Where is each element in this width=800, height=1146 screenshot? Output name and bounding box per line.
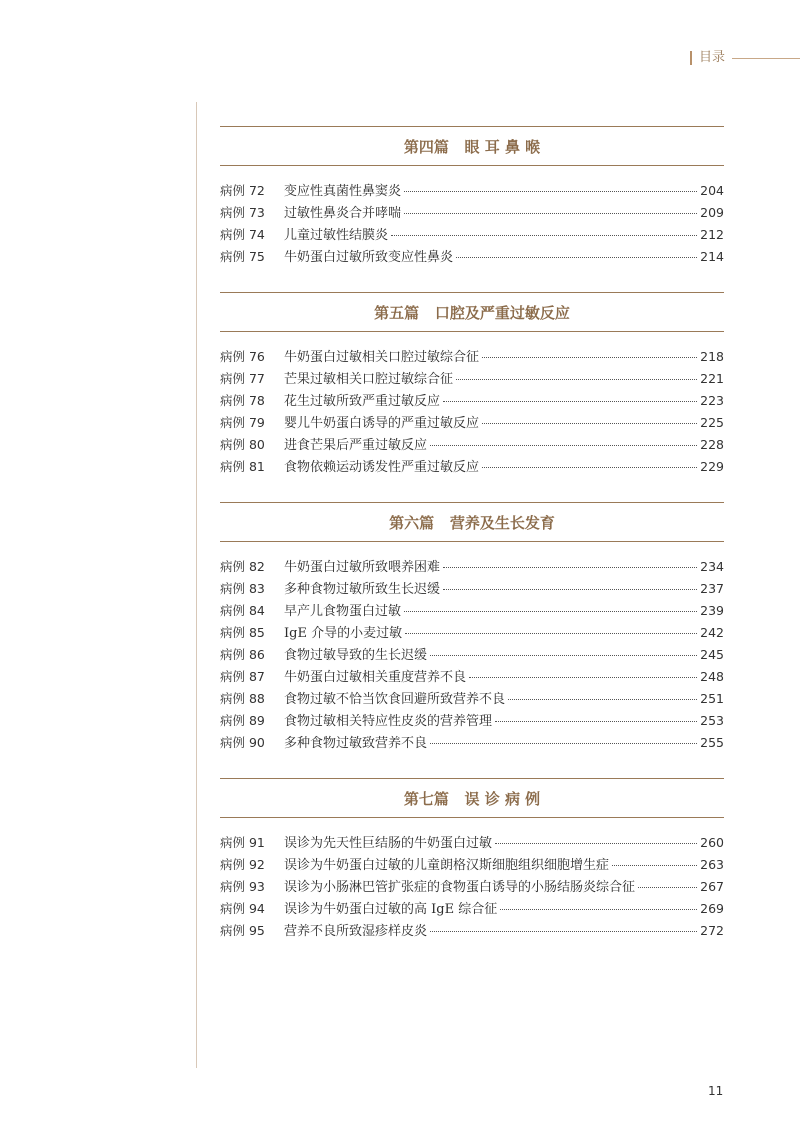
case-number: 病例 72	[220, 183, 265, 198]
case-number: 病例 93	[220, 879, 265, 894]
dot-leader	[405, 633, 697, 634]
toc-entry[interactable]	[220, 246, 724, 268]
case-title: 营养不良所致湿疹样皮炎	[284, 924, 428, 939]
toc-entry[interactable]	[220, 412, 724, 434]
page-ref: 253	[700, 713, 724, 728]
toc-entry[interactable]	[220, 556, 724, 578]
toc-entry[interactable]	[220, 600, 724, 622]
case-title: 误诊为牛奶蛋白过敏的高 IgE 综合征	[284, 902, 498, 917]
toc-entry[interactable]	[220, 456, 724, 478]
case-title: 食物过敏不恰当饮食回避所致营养不良	[284, 692, 506, 707]
page-ref: 221	[700, 371, 724, 386]
dot-leader	[495, 721, 697, 722]
toc-section	[220, 778, 724, 942]
toc-entry[interactable]	[220, 666, 724, 688]
toc-entry[interactable]	[220, 390, 724, 412]
toc-entry[interactable]	[220, 434, 724, 456]
dot-leader	[430, 655, 697, 656]
case-title: 多种食物过敏所致生长迟缓	[284, 582, 441, 597]
case-number: 病例 95	[220, 923, 265, 938]
case-title: 儿童过敏性结膜炎	[284, 228, 389, 243]
dot-leader	[404, 213, 697, 214]
case-title: 误诊为先天性巨结肠的牛奶蛋白过敏	[284, 836, 493, 851]
dot-leader	[482, 467, 697, 468]
page-ref: 245	[700, 647, 724, 662]
page-ref: 228	[700, 437, 724, 452]
page-ref: 223	[700, 393, 724, 408]
case-number: 病例 77	[220, 371, 265, 386]
toc-entry[interactable]	[220, 876, 724, 898]
case-number: 病例 78	[220, 393, 265, 408]
dot-leader	[391, 235, 697, 236]
case-number: 病例 86	[220, 647, 265, 662]
case-title: 芒果过敏相关口腔过敏综合征	[284, 372, 454, 387]
section-title: 第四篇 眼 耳 鼻 喉	[403, 137, 541, 156]
case-title: 过敏性鼻炎合并哮喘	[284, 206, 402, 221]
case-number: 病例 74	[220, 227, 265, 242]
toc-section	[220, 292, 724, 478]
running-header	[690, 50, 800, 66]
dot-leader	[482, 423, 697, 424]
toc-section	[220, 502, 724, 754]
dot-leader	[638, 887, 697, 888]
header-bar	[690, 51, 692, 65]
case-number: 病例 80	[220, 437, 265, 452]
section-title: 第五篇 口腔及严重过敏反应	[374, 303, 570, 322]
dot-leader	[430, 931, 697, 932]
case-number: 病例 85	[220, 625, 265, 640]
page-ref: 212	[700, 227, 724, 242]
case-number: 病例 76	[220, 349, 265, 364]
toc-entry[interactable]	[220, 622, 724, 644]
case-title: 牛奶蛋白过敏所致喂养困难	[284, 560, 441, 575]
case-number: 病例 79	[220, 415, 265, 430]
case-title: 花生过敏所致严重过敏反应	[284, 394, 441, 409]
case-number: 病例 87	[220, 669, 265, 684]
toc-entry[interactable]	[220, 688, 724, 710]
page-ref: 267	[700, 879, 724, 894]
case-title: 误诊为小肠淋巴管扩张症的食物蛋白诱导的小肠结肠炎综合征	[284, 880, 636, 895]
section-entries	[220, 556, 724, 754]
section-entries	[220, 832, 724, 942]
case-number: 病例 89	[220, 713, 265, 728]
case-number: 病例 92	[220, 857, 265, 872]
page-ref: 237	[700, 581, 724, 596]
page-ref: 209	[700, 205, 724, 220]
dot-leader	[500, 909, 697, 910]
toc-entry[interactable]	[220, 368, 724, 390]
case-title: 变应性真菌性鼻窦炎	[284, 184, 402, 199]
section-entries	[220, 346, 724, 478]
case-title: 牛奶蛋白过敏所致变应性鼻炎	[284, 250, 454, 265]
page-ref: 263	[700, 857, 724, 872]
toc-entry[interactable]	[220, 224, 724, 246]
case-number: 病例 90	[220, 735, 265, 750]
case-number: 病例 81	[220, 459, 265, 474]
dot-leader	[495, 843, 697, 844]
case-title: 早产儿食物蛋白过敏	[284, 604, 402, 619]
toc-entry[interactable]	[220, 732, 724, 754]
page-ref: 272	[700, 923, 724, 938]
case-number: 病例 91	[220, 835, 265, 850]
toc-entry[interactable]	[220, 920, 724, 942]
page-ref: 260	[700, 835, 724, 850]
dot-leader	[456, 257, 697, 258]
toc-entry[interactable]	[220, 710, 724, 732]
header-title: 目录	[699, 50, 726, 65]
dot-leader	[508, 699, 697, 700]
header-rule	[732, 58, 800, 59]
toc	[220, 126, 724, 966]
page-ref: 239	[700, 603, 724, 618]
case-number: 病例 94	[220, 901, 265, 916]
page-ref: 255	[700, 735, 724, 750]
section-header	[220, 778, 724, 818]
page-ref: 248	[700, 669, 724, 684]
dot-leader	[430, 445, 697, 446]
dot-leader	[404, 611, 697, 612]
section-header	[220, 126, 724, 166]
case-title: 牛奶蛋白过敏相关口腔过敏综合征	[284, 350, 480, 365]
toc-entry[interactable]	[220, 832, 724, 854]
case-number: 病例 84	[220, 603, 265, 618]
case-number: 病例 83	[220, 581, 265, 596]
dot-leader	[443, 567, 697, 568]
section-entries	[220, 180, 724, 268]
page-ref: 251	[700, 691, 724, 706]
page-ref: 218	[700, 349, 724, 364]
toc-entry[interactable]	[220, 898, 724, 920]
page-ref: 225	[700, 415, 724, 430]
toc-entry[interactable]	[220, 644, 724, 666]
case-number: 病例 75	[220, 249, 265, 264]
dot-leader	[430, 743, 697, 744]
section-header	[220, 502, 724, 542]
page-ref: 242	[700, 625, 724, 640]
dot-leader	[469, 677, 697, 678]
toc-entry[interactable]	[220, 180, 724, 202]
case-title: 食物过敏相关特应性皮炎的营养管理	[284, 714, 493, 729]
section-header	[220, 292, 724, 332]
toc-entry[interactable]	[220, 578, 724, 600]
section-title: 第七篇 误 诊 病 例	[403, 789, 541, 808]
case-title: 多种食物过敏致营养不良	[284, 736, 428, 751]
case-number: 病例 88	[220, 691, 265, 706]
dot-leader	[456, 379, 697, 380]
margin-rule	[196, 102, 197, 1068]
page-number: 11	[708, 1084, 724, 1098]
toc-entry[interactable]	[220, 202, 724, 224]
case-title: IgE 介导的小麦过敏	[284, 626, 403, 641]
page-ref: 214	[700, 249, 724, 264]
dot-leader	[443, 589, 697, 590]
dot-leader	[443, 401, 697, 402]
case-title: 进食芒果后严重过敏反应	[284, 438, 428, 453]
toc-section	[220, 126, 724, 268]
dot-leader	[404, 191, 697, 192]
case-title: 食物依赖运动诱发性严重过敏反应	[284, 460, 480, 475]
page-ref: 229	[700, 459, 724, 474]
page-ref: 269	[700, 901, 724, 916]
section-title: 第六篇 营养及生长发育	[389, 513, 555, 532]
case-number: 病例 73	[220, 205, 265, 220]
case-number: 病例 82	[220, 559, 265, 574]
case-title: 牛奶蛋白过敏相关重度营养不良	[284, 670, 467, 685]
case-title: 误诊为牛奶蛋白过敏的儿童朗格汉斯细胞组织细胞增生症	[284, 858, 610, 873]
page-ref: 204	[700, 183, 724, 198]
dot-leader	[482, 357, 697, 358]
case-title: 婴儿牛奶蛋白诱导的严重过敏反应	[284, 416, 480, 431]
toc-entry[interactable]	[220, 346, 724, 368]
page-ref: 234	[700, 559, 724, 574]
case-title: 食物过敏导致的生长迟缓	[284, 648, 428, 663]
toc-entry[interactable]	[220, 854, 724, 876]
dot-leader	[612, 865, 697, 866]
